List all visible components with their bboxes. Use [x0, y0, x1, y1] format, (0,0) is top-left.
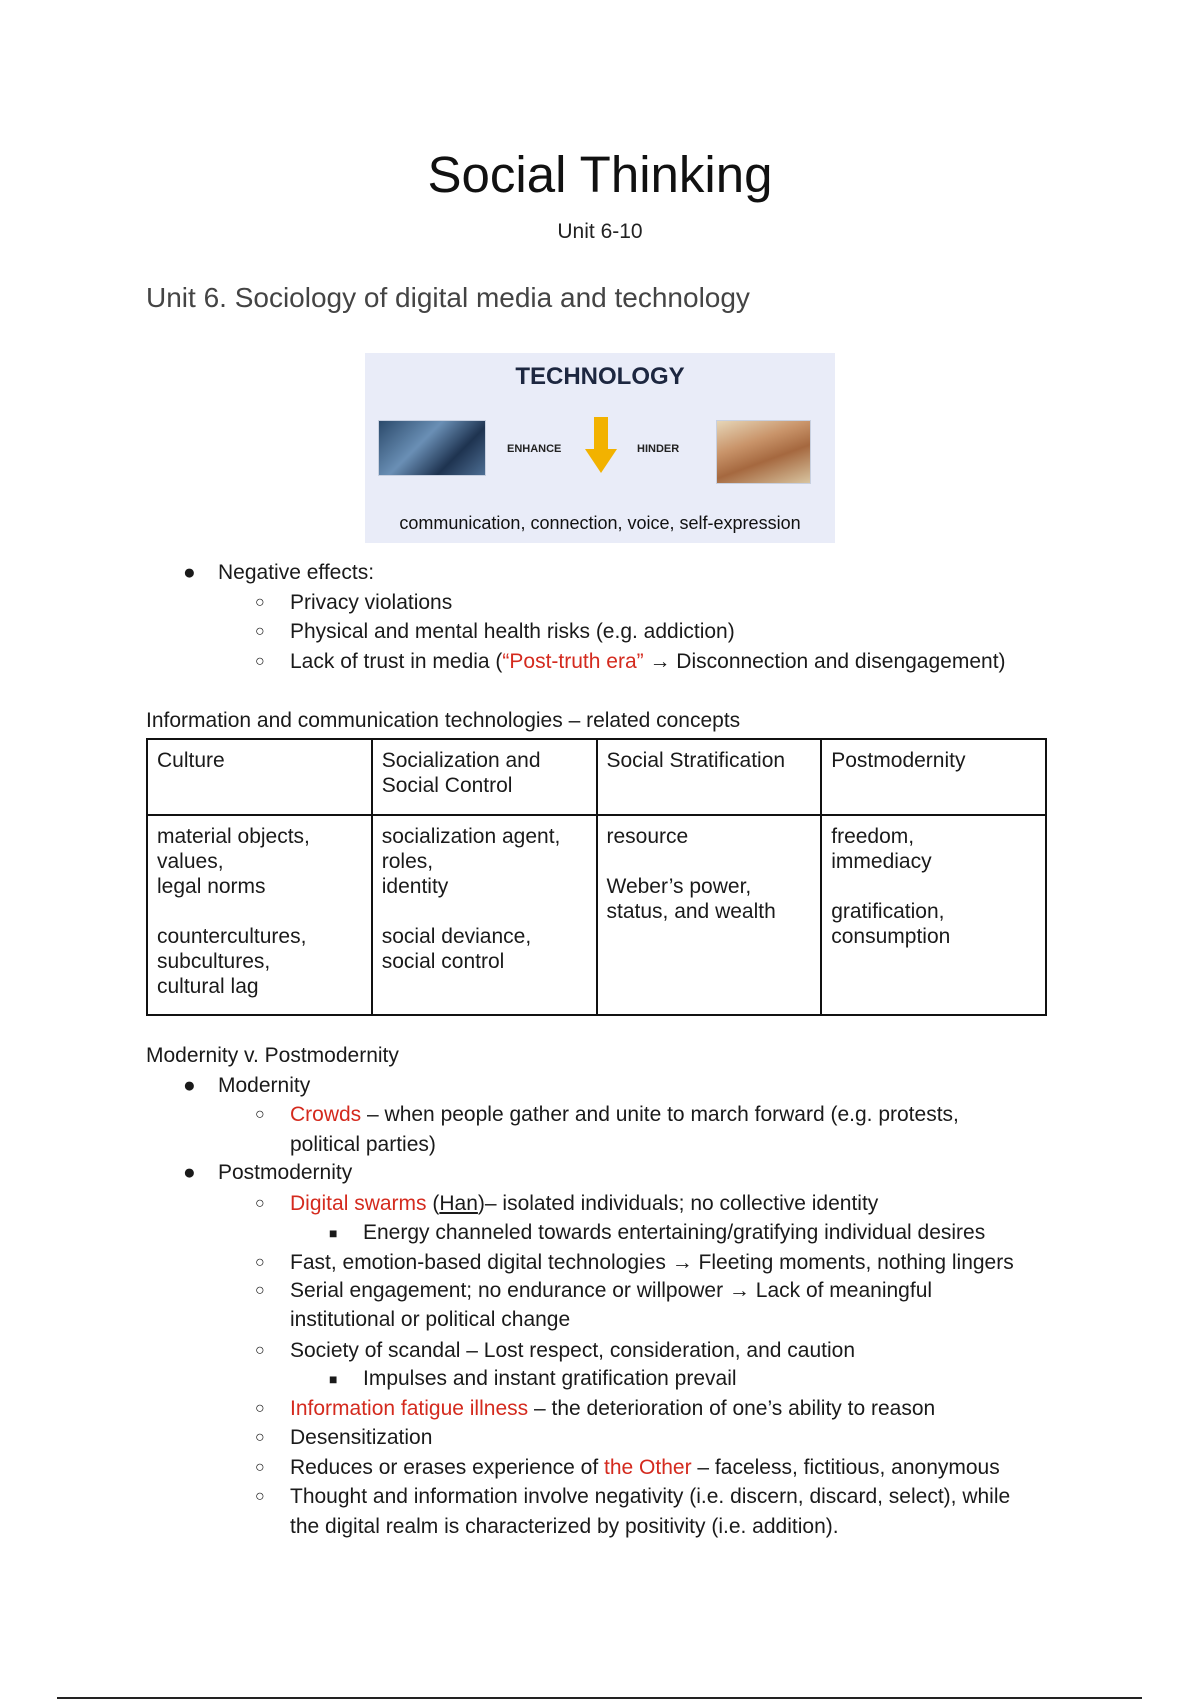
cell-stratification [597, 815, 822, 1015]
crowds-text-continued: political parties) [290, 1133, 436, 1156]
other-term: the Other [604, 1456, 692, 1479]
page-bottom-divider [57, 1697, 1142, 1699]
square-bullet-icon: ■ [329, 1371, 338, 1387]
other-suffix: – faceless, fictitious, anonymous [691, 1456, 1000, 1479]
cell-text: socialization agent, [381, 825, 561, 848]
figure-caption: communication, connection, voice, self-expression [399, 513, 801, 533]
fatigue-term: Information fatigue illness [290, 1397, 529, 1420]
cell-culture [147, 815, 372, 1015]
crowds-text: – when people gather and unite to march forward (e.g. protests, [361, 1103, 959, 1126]
header-stratification: Social Stratification [597, 739, 822, 815]
list-item-other [290, 1453, 1060, 1483]
modernity-label: Modernity [218, 1074, 311, 1097]
cell-text: material objects, [157, 825, 310, 848]
list-item-swarms: Digital swarms (Han)– isolated individuals; no collective identity [290, 1192, 879, 1215]
modernity-heading: Modernity v. Postmodernity [146, 1044, 399, 1067]
hinder-label: HINDER [637, 443, 680, 455]
list-item: Serial engagement; no endurance or willpower → Lack of meaningful [290, 1279, 933, 1302]
enhance-label: ENHANCE [507, 443, 562, 455]
cell-text: social deviance, [381, 925, 532, 948]
circle-bullet-icon: ○ [255, 623, 265, 640]
bullet-icon: ● [183, 561, 196, 584]
header-culture: Culture [147, 739, 372, 815]
fatigue-text: – the deterioration of one’s ability to reason [528, 1397, 936, 1420]
circle-bullet-icon: ○ [255, 1488, 265, 1505]
bullet-icon: ● [183, 1161, 196, 1184]
unit-6-heading: Unit 6. Sociology of digital media and technology [146, 282, 750, 313]
figure-title: TECHNOLOGY [515, 363, 685, 390]
cell-text: freedom, [831, 825, 915, 848]
people-phone-photo [716, 420, 811, 484]
circle-bullet-icon: ○ [255, 1254, 265, 1271]
list-item-continued: the digital realm is characterized by positivity (i.e. addition). [290, 1515, 839, 1538]
circle-bullet-icon: ○ [255, 1195, 265, 1212]
cell-text: cultural lag [157, 975, 259, 998]
list-item-continued: institutional or political change [290, 1308, 571, 1331]
bullet-icon: ● [183, 1074, 196, 1097]
circle-bullet-icon: ○ [255, 653, 265, 670]
trust-prefix: Lack of trust in media ( [290, 650, 503, 673]
crowds-term: Crowds [290, 1103, 362, 1126]
circle-bullet-icon: ○ [255, 1400, 265, 1417]
technology-hands-photo [378, 420, 486, 476]
list-item-fatigue [290, 1394, 1060, 1424]
han-link[interactable]: Han [439, 1192, 478, 1215]
square-bullet-icon: ■ [329, 1225, 338, 1241]
concepts-table [146, 738, 1047, 1016]
cell-text: consumption [831, 925, 951, 948]
other-prefix: Reduces or erases experience of [290, 1456, 605, 1479]
table-caption: Information and communication technologies – related concepts [146, 709, 741, 732]
list-item: Physical and mental health risks (e.g. addiction) [290, 620, 735, 643]
cell-text: roles, [381, 850, 434, 873]
negative-effects-label: Negative effects: [218, 561, 375, 584]
technology-figure [365, 353, 835, 543]
cell-text: legal norms [157, 875, 266, 898]
table-row [147, 815, 1046, 1015]
list-item-crowds [290, 1100, 1060, 1130]
header-postmodernity: Postmodernity [821, 739, 1046, 815]
cell-text: identity [381, 875, 449, 898]
list-item: Thought and information involve negativity (i.e. discern, discard, select), while [290, 1485, 1011, 1508]
cell-text: Weber’s power, [606, 875, 752, 898]
circle-bullet-icon: ○ [255, 1106, 265, 1123]
cell-text: status, and wealth [606, 900, 776, 923]
page-title: Social Thinking [427, 146, 773, 203]
circle-bullet-icon: ○ [255, 1459, 265, 1476]
cell-socialization [372, 815, 597, 1015]
swarms-text: – isolated individuals; no collective identity [484, 1192, 879, 1215]
trust-suffix: → Disconnection and disengagement) [643, 650, 1006, 673]
header-socialization: Socialization and Social Control [372, 739, 597, 815]
circle-bullet-icon: ○ [255, 594, 265, 611]
list-item-trust [290, 647, 1060, 677]
cell-text: subcultures, [157, 950, 271, 973]
table-header-row [147, 739, 1046, 815]
cell-text: values, [157, 850, 224, 873]
postmodernity-label: Postmodernity [218, 1161, 353, 1184]
cell-text: resource [606, 825, 689, 848]
cell-text: social control [381, 950, 505, 973]
circle-bullet-icon: ○ [255, 1342, 265, 1359]
list-item: Privacy violations [290, 591, 453, 614]
post-truth-term: “Post-truth era” [502, 650, 644, 673]
list-item: Energy channeled towards entertaining/gratifying individual desires [363, 1221, 986, 1244]
cell-text: gratification, [831, 900, 945, 923]
list-item: Society of scandal – Lost respect, consideration, and caution [290, 1339, 856, 1362]
circle-bullet-icon: ○ [255, 1282, 265, 1299]
circle-bullet-icon: ○ [255, 1429, 265, 1446]
list-item: Impulses and instant gratification prevail [363, 1367, 737, 1390]
down-arrow-icon [583, 415, 619, 475]
cell-text: countercultures, [157, 925, 307, 948]
cell-text: immediacy [831, 850, 932, 873]
page-subtitle: Unit 6-10 [557, 220, 643, 243]
cell-postmodernity [821, 815, 1046, 1015]
list-item: Fast, emotion-based digital technologies → Fleeting moments, nothing lingers [290, 1251, 1014, 1274]
list-item: Desensitization [290, 1426, 433, 1449]
swarms-term: Digital swarms [290, 1192, 427, 1215]
